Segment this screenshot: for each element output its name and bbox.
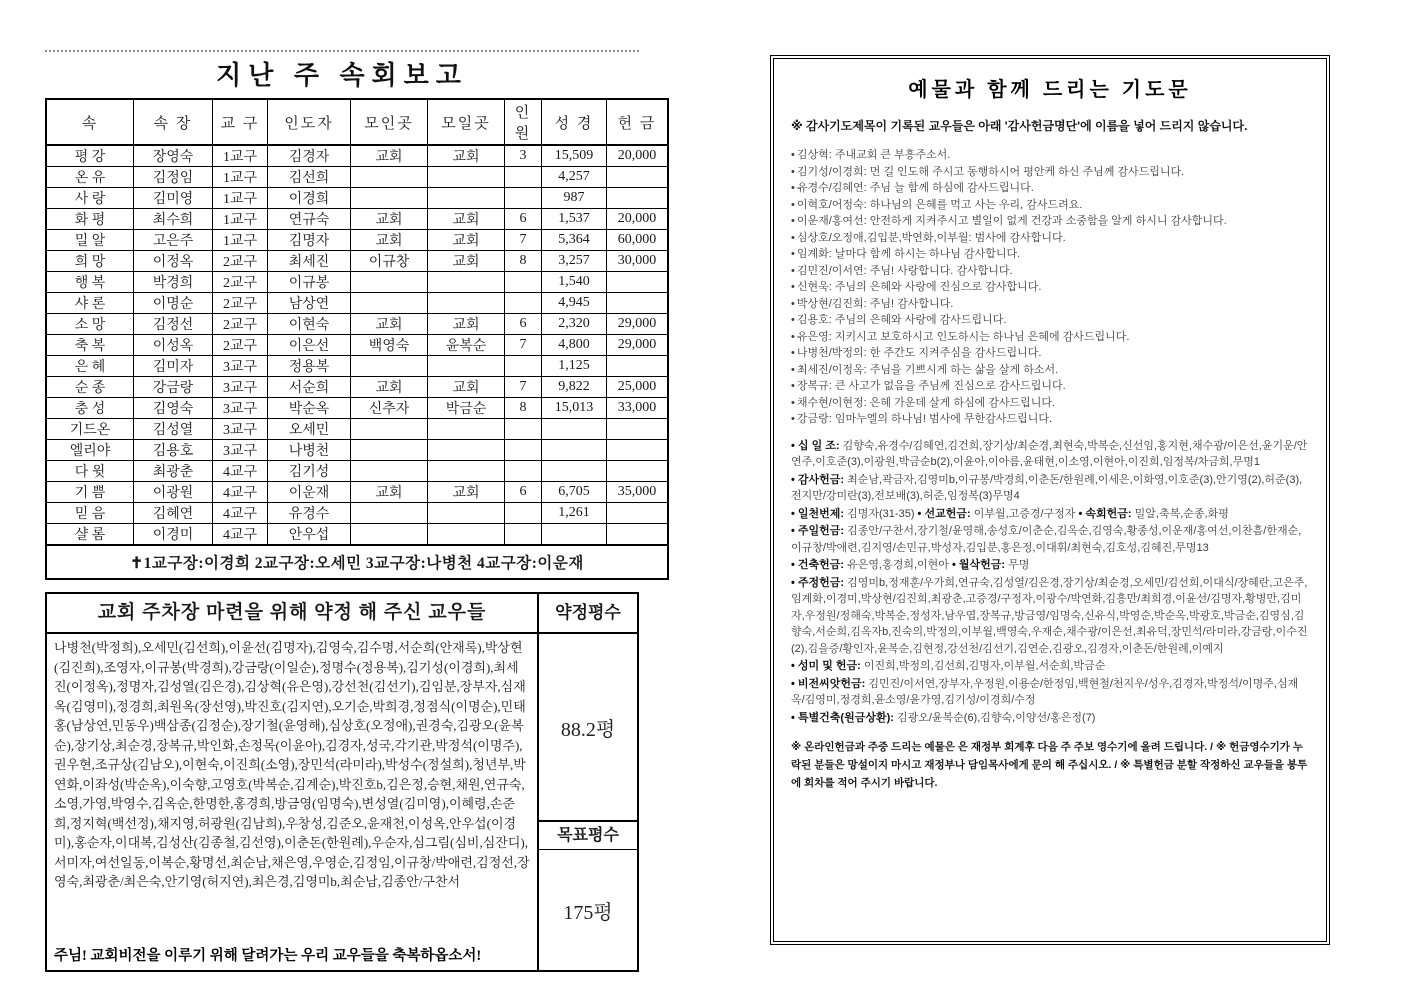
report-cell: 6: [505, 314, 542, 335]
offering-label: • 일천번제:: [791, 507, 848, 520]
offering-names: 김영미b,정재훈/우가희,연규숙,김성열/김은경,장기상/최순경,오세민/김선희,이대식/장혜란,고은주,임계화,이경미,박상현/김진희,최광춘,고증경/구정자,이광수/박연화,김흥만/최희경,이윤선/김명자,황병만,김미자,우정원/정해숙,박복순,정성자,남우엽,장복규,방금영/임명숙,신유식,박영순,박순옥,박광호,박금순,김영심,김향숙,서순희,김옥자b,진숙의,박정의,이부월,백영숙,우재순,채수광/이은선,최유덕,장민석/라미라,강금랑,이수진(2),김을증/황인자,윤복순,김현정,강선천/김선기,김연순,김광오,김경자,이춘돈/한원례,이예지: [791, 576, 1308, 655]
offering-label: • 속회헌금:: [1078, 507, 1135, 520]
offering-label: • 감사헌금:: [791, 473, 848, 486]
offering-line: [791, 523, 1309, 556]
report-cell: 김미자: [134, 356, 213, 377]
report-cell: 3,257: [542, 251, 607, 272]
offering-list: [791, 438, 1309, 727]
report-cell: 교회: [428, 377, 505, 398]
report-cell: 나병천: [268, 440, 351, 461]
report-cell: 교회: [428, 314, 505, 335]
report-cell: 강금랑: [134, 377, 213, 398]
offering-label: • 월삭헌금:: [951, 559, 1009, 571]
report-cell: [505, 188, 542, 209]
report-row: [46, 377, 668, 398]
report-cell: [351, 188, 428, 209]
report-cell: 15,509: [542, 145, 607, 167]
report-cell: 밀 알: [46, 230, 134, 251]
report-cell: 기드온: [46, 419, 134, 440]
offering-label: • 주일헌금:: [791, 525, 848, 537]
report-cell: [607, 356, 669, 377]
report-cell: 신추자: [351, 398, 428, 419]
report-cell: 교회: [351, 314, 428, 335]
report-cell: 김정임: [134, 167, 213, 188]
report-cell: [542, 461, 607, 482]
report-footer-row: [46, 545, 668, 579]
report-cell: 4,945: [542, 293, 607, 314]
report-cell: [351, 503, 428, 524]
report-cell: 4교구: [213, 482, 268, 503]
report-cell: [607, 188, 669, 209]
report-cell: [607, 440, 669, 461]
report-cell: [505, 272, 542, 293]
report-cell: [428, 524, 505, 546]
report-cell: 김미영: [134, 188, 213, 209]
report-cell: [505, 503, 542, 524]
prayer-line: • 최세진/이정옥: 주님을 기쁘시게 하는 삶을 살게 하소서.: [791, 362, 1309, 379]
offering-label: • 선교헌금:: [917, 507, 974, 520]
prayer-line: • 나병천/박정의: 한 주간도 지켜주심을 감사드립니다.: [791, 345, 1309, 362]
report-cell: 이정옥: [134, 251, 213, 272]
report-row: [46, 398, 668, 419]
thanksgiving-notice: ※ 감사기도제목이 기록된 교우들은 아래 '감사헌금명단'에 이름을 넣어 드리지 않습니다.: [791, 119, 1248, 133]
prayer-line: • 신현욱: 주님의 은혜와 사랑에 진심으로 감사합니다.: [791, 279, 1309, 296]
report-cell: 박금순: [428, 398, 505, 419]
offering-names: 김향숙,유경수/김혜연,김건희,장기상/최순경,최현숙,박복순,신선임,홍지현,채수광/이은선,윤기운/안연주,이호준(3),이광원,박금순b(2),이윤아,이아름,윤태현,이소영,이현아,이진희,임정복/차금희,무명1: [791, 439, 1308, 468]
report-cell: [351, 524, 428, 546]
report-cell: [607, 461, 669, 482]
pledge-area-value: 88.2평: [560, 718, 616, 741]
report-cell: [428, 188, 505, 209]
report-cell: 이경미: [134, 524, 213, 546]
report-cell: [607, 167, 669, 188]
report-cell: 정용복: [268, 356, 351, 377]
report-cell: 교회: [428, 251, 505, 272]
report-cell: 사 랑: [46, 188, 134, 209]
report-cell: 1,125: [542, 356, 607, 377]
offering-names: 유은영,홍경희,이현아: [847, 559, 952, 571]
report-cell: 3교구: [213, 440, 268, 461]
report-row: [46, 272, 668, 293]
report-cell: [607, 503, 669, 524]
report-cell: 김정선: [134, 314, 213, 335]
report-cell: [505, 167, 542, 188]
report-cell: [351, 440, 428, 461]
right-page: [770, 55, 1330, 945]
report-cell: 30,000: [607, 251, 669, 272]
offering-line: [791, 676, 1309, 709]
offering-names: 이진희,박정의,김선희,김명자,이부월,서순희,박금순: [863, 660, 1106, 672]
report-cell: [351, 293, 428, 314]
report-cell: [542, 419, 607, 440]
report-cell: 2교구: [213, 293, 268, 314]
offering-line: [791, 557, 1309, 574]
report-title: 지난 주 속회보고: [216, 61, 468, 90]
report-cell: 6: [505, 482, 542, 503]
report-cell: [428, 461, 505, 482]
report-header-row: [46, 99, 668, 145]
report-cell: 샬 롬: [46, 524, 134, 546]
report-cell: [505, 461, 542, 482]
report-cell: [607, 272, 669, 293]
report-cell: 김용호: [134, 440, 213, 461]
report-cell: [428, 503, 505, 524]
prayer-line: • 유은영: 지키시고 보호하시고 인도하시는 하나님 은혜에 감사드립니다.: [791, 329, 1309, 346]
report-cell: 3교구: [213, 356, 268, 377]
left-page: [45, 50, 657, 972]
report-cell: 은 혜: [46, 356, 134, 377]
report-cell: 서순희: [268, 377, 351, 398]
prayer-line: • 이운재/홍여선: 안전하게 지켜주시고 별일이 없게 건강과 소중함을 알게 하시니 감사합니다.: [791, 213, 1309, 230]
prayer-line: • 박상현/김진희: 주님! 감사합니다.: [791, 296, 1309, 313]
offering-label: • 특별건축(원금상환):: [791, 711, 897, 724]
parish-leaders-text: 1교구장:이경희 2교구장:오세민 3교구장:나병천 4교구장:이운재: [143, 555, 584, 572]
report-cell: 김명자: [268, 230, 351, 251]
report-cell: 축 복: [46, 335, 134, 356]
report-table-body: [46, 145, 668, 545]
prayer-line: • 김민진/이서연: 주님! 사랑합니다. 감사합니다.: [791, 263, 1309, 280]
report-row: [46, 482, 668, 503]
offering-line: [791, 472, 1309, 505]
report-cell: 유경수: [268, 503, 351, 524]
report-cell: 9,822: [542, 377, 607, 398]
goal-area-header: 목표평수: [539, 820, 637, 850]
parking-pledge-main-column: [47, 594, 539, 970]
offering-names: 무명: [1008, 559, 1030, 571]
report-cell: 이성옥: [134, 335, 213, 356]
report-cell: 이광원: [134, 482, 213, 503]
report-cell: 윤복순: [428, 335, 505, 356]
report-cell: 7: [505, 377, 542, 398]
report-cell: 순 종: [46, 377, 134, 398]
report-cell: 교회: [351, 145, 428, 167]
col-header-leader: 속 장: [134, 99, 213, 145]
col-header-next-place: 모일곳: [428, 99, 505, 145]
report-cell: 1교구: [213, 209, 268, 230]
report-row: [46, 503, 668, 524]
report-cell: [607, 293, 669, 314]
report-cell: 평 강: [46, 145, 134, 167]
report-cell: 4교구: [213, 461, 268, 482]
prayer-line: • 유경수/김혜연: 주님 늘 함께 하심에 감사드립니다.: [791, 180, 1309, 197]
report-cell: 소 망: [46, 314, 134, 335]
report-cell: 5,364: [542, 230, 607, 251]
report-cell: 20,000: [607, 145, 669, 167]
report-cell: [607, 419, 669, 440]
report-cell: 김기성: [268, 461, 351, 482]
report-cell: 연규숙: [268, 209, 351, 230]
report-cell: 장영숙: [134, 145, 213, 167]
report-row: [46, 440, 668, 461]
report-cell: [428, 419, 505, 440]
parking-title: 교회 주차장 마련을 위해 약정 해 주신 교우들: [47, 594, 537, 634]
report-cell: 김선희: [268, 167, 351, 188]
offering-line: [791, 658, 1309, 675]
prayer-line: • 임계화: 날마다 함께 하시는 하나님 감사합니다.: [791, 246, 1309, 263]
report-cell: 김성열: [134, 419, 213, 440]
report-cell: 이현숙: [268, 314, 351, 335]
report-cell: [351, 461, 428, 482]
prayer-line: • 김상혁: 주내교회 큰 부흥주소서.: [791, 147, 1309, 164]
report-cell: 이명순: [134, 293, 213, 314]
report-cell: 7: [505, 230, 542, 251]
report-cell: [428, 440, 505, 461]
report-cell: 다 윗: [46, 461, 134, 482]
report-cell: 1,261: [542, 503, 607, 524]
prayer-list: [791, 147, 1309, 428]
report-cell: 이규창: [351, 251, 428, 272]
report-cell: 김경자: [268, 145, 351, 167]
report-cell: 오세민: [268, 419, 351, 440]
report-cell: 온 유: [46, 167, 134, 188]
blessing-line: 주님! 교회비전을 이루기 위해 달려가는 우리 교우들을 축복하옵소서!: [54, 948, 482, 964]
report-cell: 3교구: [213, 419, 268, 440]
report-cell: [351, 167, 428, 188]
report-cell: 1,537: [542, 209, 607, 230]
parking-pledge-table: [45, 592, 639, 972]
report-cell: 화 평: [46, 209, 134, 230]
report-cell: 김혜연: [134, 503, 213, 524]
report-cell: [351, 419, 428, 440]
prayer-line: • 강금랑: 임마누엘의 하나님! 범사에 무한감사드립니다.: [791, 411, 1309, 428]
report-cell: 1교구: [213, 188, 268, 209]
report-cell: 15,013: [542, 398, 607, 419]
report-cell: 교회: [351, 209, 428, 230]
pledge-names-list: 나병천(박정희),오세민(김선희),이윤선(김명자),김영숙,김수명,서순희(안재록),박상현(김진희),조영자,이규봉(박경희),강금랑(이일순),정명수(정용복),김기성(이경희),최세진(이정옥),정명자,김성열(김은경),김상혁(유은영),강선천(김선기),김임분,장부자,심재옥(김영미),정경희,최원옥(장선영),박진호(김지연),오기순,박희경,정점식(이명순),민태홍(남상연,민동우)백삼종(김정순),장기철(윤영해),심상호(오정애),권경숙,김광오(윤복순),장기상,최순경,장복규,박인화,손정목(이윤아),김경자,성국,각기관,박정석(이명주),권우현,조규상(김남오),이현숙,이진희(소영),장민석(라미라),박성수(정설희),청년부,박연화,이좌성(박순옥),이숙향,고영호(박복순,김계순),박진호b,김은정,승현,채원,연규숙,소영,가영,박영수,김옥순,한명한,홍경희,방금영(임명숙),변성열(김미영),이혜령,손준희,정지혁(백선정),채지영,허광원(김남희),우창성,김준오,윤재천,이성옥,안우섭(이경미),홍순자,이대복,김성산(김종철,김선영),이춘돈(한원례),우순자,심그림(심비,심잔디),서미자,여선일동,이복순,황명선,최순남,채은영,우영순,김정임,이규창/박애련,김정선,장영숙,최광춘/최은숙,안기영(허지연),최은경,김영미b,최순남,김종안/구찬서: [54, 640, 530, 889]
report-cell: 3교구: [213, 398, 268, 419]
offering-line: [791, 506, 1309, 523]
report-cell: [607, 524, 669, 546]
offering-names: 밀알,축복,순종,화평: [1134, 507, 1229, 520]
offering-names: 최순남,곽금자,김영미b,이규봉/박경희,이춘돈/한원례,이세은,이화영,이호준(3),안기영(2),허준(3),전지만/강미란(3),전보배(3),허준,임정복(3)무명4: [791, 473, 1303, 502]
report-cell: 믿 음: [46, 503, 134, 524]
offering-label: • 십 일 조:: [791, 439, 843, 452]
prayer-page-title: 예물과 함께 드리는 기도문: [908, 79, 1192, 101]
report-row: [46, 188, 668, 209]
col-header-offering: 헌 금: [607, 99, 669, 145]
pledge-area-column: [539, 594, 637, 970]
report-row: [46, 461, 668, 482]
report-cell: 안우섭: [268, 524, 351, 546]
report-cell: [428, 167, 505, 188]
finance-footnote: ※ 온라인헌금과 주중 드리는 예물은 은 재정부 회계후 다음 주 주보 영수기에 올려 드립니다. / ※ 헌금영수기가 누락된 분들은 망설이지 마시고 재정부나 담임목사에게 문의 해 주십시오. / ※ 특별헌금 분할 작정하신 교우들을 봉투에 회차를 적어 주시기 바랍니다.: [791, 741, 1308, 789]
report-cell: 3: [505, 145, 542, 167]
report-cell: [505, 293, 542, 314]
report-cell: 2교구: [213, 314, 268, 335]
cell-report-table: [45, 98, 669, 580]
offering-names: 김광오/윤복순(6),김향숙,이양선/홍은정(7): [896, 711, 1096, 724]
report-cell: 교회: [351, 482, 428, 503]
report-cell: 최광춘: [134, 461, 213, 482]
prayer-line: • 김기성/이경희: 먼 길 인도해 주시고 동행하시어 평안케 하신 주님께 감사드립니다.: [791, 164, 1309, 181]
offering-label: • 건축헌금:: [791, 559, 848, 571]
report-cell: 20,000: [607, 209, 669, 230]
offering-names: 김민진/이서연,장부자,우정원,이용순/한정임,백현철/천지우/성우,김경자,박정석/이명주,심재옥/김영미,정경희,윤소영/윤가영,김기성/이경희/수정: [791, 677, 1299, 706]
report-row: [46, 335, 668, 356]
report-cell: [542, 440, 607, 461]
report-cell: 29,000: [607, 335, 669, 356]
report-cell: 이경희: [268, 188, 351, 209]
report-row: [46, 145, 668, 167]
report-cell: 백영숙: [351, 335, 428, 356]
report-cell: [542, 524, 607, 546]
offering-names: 김종안/구찬서,장기철/윤영해,송성호/이춘순,김옥순,김영숙,황종성,이운재/홍여선,이찬흠/한재순,이규창/박애련,김지영/손민규,박성자,김입분,홍은정,이대휘/최현숙,김호성,김혜진,무명13: [791, 525, 1302, 554]
report-cell: 최세진: [268, 251, 351, 272]
report-cell: 2교구: [213, 272, 268, 293]
prayer-line: • 장복규: 큰 사고가 없음을 주님께 진심으로 감사드립니다.: [791, 378, 1309, 395]
report-cell: 8: [505, 398, 542, 419]
report-cell: [505, 524, 542, 546]
report-row: [46, 314, 668, 335]
report-cell: 4,257: [542, 167, 607, 188]
report-cell: 987: [542, 188, 607, 209]
report-cell: 33,000: [607, 398, 669, 419]
report-cell: 1,540: [542, 272, 607, 293]
col-header-guide: 인도자: [268, 99, 351, 145]
report-cell: [428, 356, 505, 377]
report-cell: 최수희: [134, 209, 213, 230]
report-cell: 교회: [428, 230, 505, 251]
report-cell: 2,320: [542, 314, 607, 335]
report-cell: [505, 440, 542, 461]
report-footer: [46, 545, 668, 579]
report-cell: 6,705: [542, 482, 607, 503]
report-cell: 교회: [428, 482, 505, 503]
col-header-parish: 교 구: [213, 99, 268, 145]
report-cell: [505, 356, 542, 377]
prayer-line: • 채수현/이현정: 은혜 가운데 살게 하심에 감사드립니다.: [791, 395, 1309, 412]
parking-body: [47, 634, 537, 970]
report-cell: 1교구: [213, 145, 268, 167]
report-row: [46, 251, 668, 272]
report-cell: 60,000: [607, 230, 669, 251]
report-cell: 3교구: [213, 377, 268, 398]
report-cell: 2교구: [213, 251, 268, 272]
report-cell: 김영숙: [134, 398, 213, 419]
report-row: [46, 356, 668, 377]
report-cell: 7: [505, 335, 542, 356]
offering-label: • 비전씨앗헌금:: [791, 677, 869, 690]
report-cell: [505, 419, 542, 440]
report-cell: 박경희: [134, 272, 213, 293]
cross-icon: ✝: [130, 555, 144, 572]
report-cell: 희 망: [46, 251, 134, 272]
report-row: [46, 209, 668, 230]
report-cell: 교회: [428, 209, 505, 230]
fold-line: [45, 50, 639, 52]
offering-line: [791, 575, 1309, 658]
report-cell: 엘리야: [46, 440, 134, 461]
report-cell: 이은선: [268, 335, 351, 356]
report-cell: 행 복: [46, 272, 134, 293]
pledge-area-header: 약정평수: [539, 594, 637, 634]
report-cell: [351, 272, 428, 293]
report-cell: 박순옥: [268, 398, 351, 419]
offering-line: [791, 438, 1309, 471]
report-cell: 25,000: [607, 377, 669, 398]
report-row: [46, 293, 668, 314]
report-cell: 6: [505, 209, 542, 230]
report-cell: 1교구: [213, 167, 268, 188]
offering-label: • 주정헌금:: [791, 576, 848, 589]
report-row: [46, 419, 668, 440]
goal-area-value: 175평: [563, 901, 613, 924]
report-cell: [428, 272, 505, 293]
report-row: [46, 167, 668, 188]
offering-names: 김명자(31-35): [847, 507, 918, 520]
col-header-attendance: 인 원: [505, 99, 542, 145]
report-cell: 29,000: [607, 314, 669, 335]
report-cell: 충 성: [46, 398, 134, 419]
offering-line: [791, 710, 1309, 727]
offering-label: • 성미 및 헌금:: [791, 660, 864, 672]
report-cell: 1교구: [213, 230, 268, 251]
report-row: [46, 230, 668, 251]
report-cell: 샤 론: [46, 293, 134, 314]
report-cell: 2교구: [213, 335, 268, 356]
col-header-bible: 성 경: [542, 99, 607, 145]
report-cell: [428, 293, 505, 314]
report-cell: 기 쁨: [46, 482, 134, 503]
col-header-cell: 속: [46, 99, 134, 145]
report-cell: 이운재: [268, 482, 351, 503]
report-cell: 교회: [351, 230, 428, 251]
report-cell: 이규봉: [268, 272, 351, 293]
col-header-met-place: 모인곳: [351, 99, 428, 145]
report-cell: 교회: [351, 377, 428, 398]
report-cell: 고은주: [134, 230, 213, 251]
report-row: [46, 524, 668, 546]
report-cell: 교회: [428, 145, 505, 167]
prayer-line: • 김용호: 주님의 은혜와 사랑에 감사드립니다.: [791, 312, 1309, 329]
report-cell: 4교구: [213, 503, 268, 524]
report-cell: [351, 356, 428, 377]
report-cell: 남상연: [268, 293, 351, 314]
report-cell: 4교구: [213, 524, 268, 546]
prayer-line: • 이혁호/어정숙: 하나님의 은혜를 먹고 사는 우리, 감사드려요.: [791, 197, 1309, 214]
report-cell: 4,800: [542, 335, 607, 356]
report-cell: 8: [505, 251, 542, 272]
offering-names: 이부월,고증경/구정자: [973, 507, 1079, 520]
report-cell: 35,000: [607, 482, 669, 503]
prayer-line: • 심상호/오정애,김입분,박연화,이부월: 범사에 감사합니다.: [791, 230, 1309, 247]
